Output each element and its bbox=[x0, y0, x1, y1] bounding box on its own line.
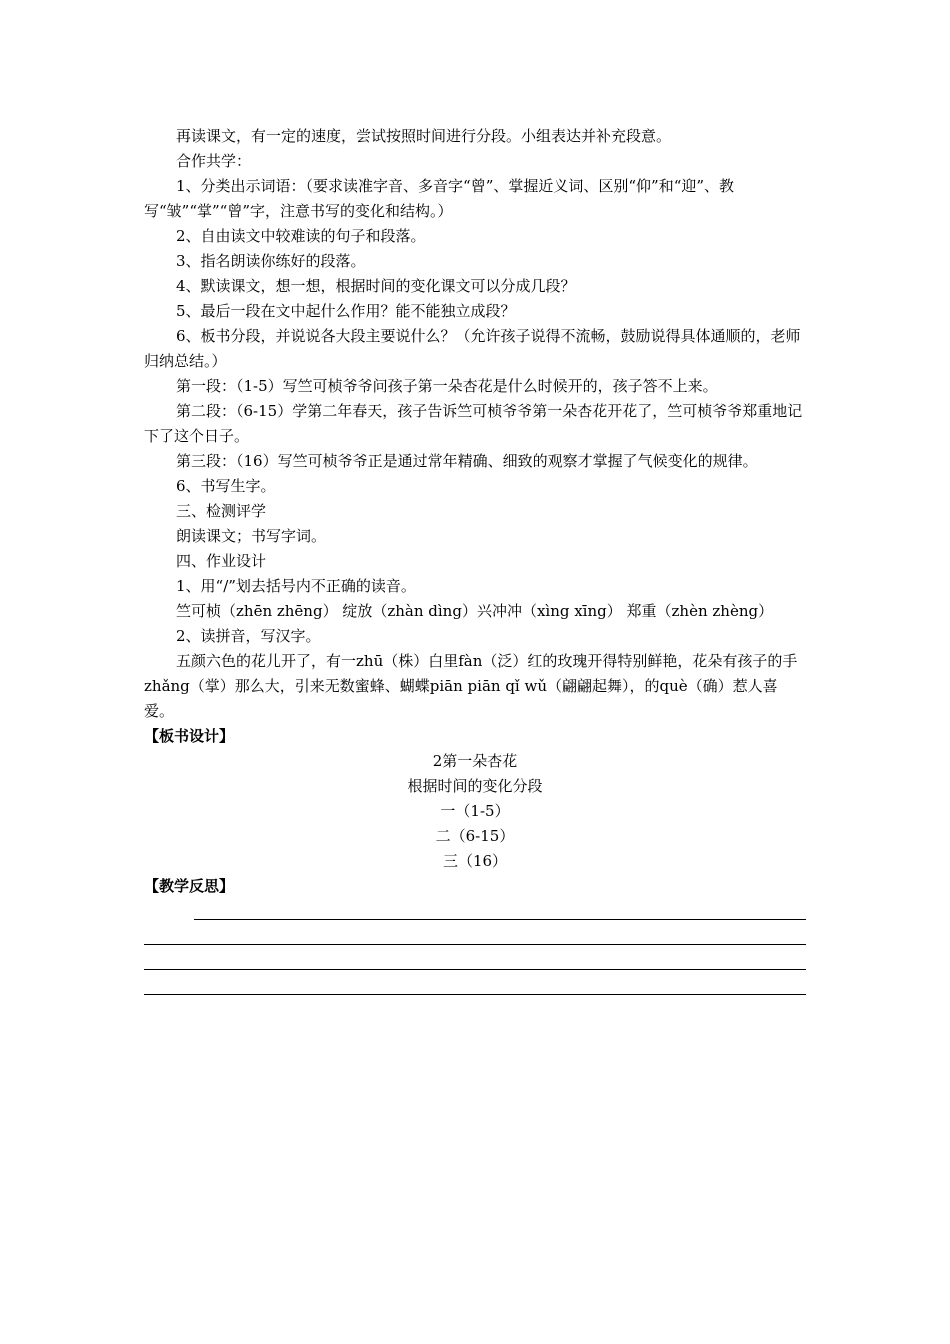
paragraph: 合作共学： bbox=[176, 152, 252, 170]
reflection-heading: 【教学反思】 bbox=[144, 877, 235, 895]
board-item: 二（6-15） bbox=[435, 827, 515, 845]
writing-line bbox=[194, 919, 806, 920]
board-title: 2第一朵杏花 bbox=[432, 752, 518, 770]
paragraph: 3、指名朗读你练好的段落。 bbox=[176, 252, 366, 270]
paragraph: 5、最后一段在文中起什么作用？能不能独立成段？ bbox=[176, 302, 516, 320]
paragraph: 四、作业设计 bbox=[176, 552, 267, 570]
board-subtitle: 根据时间的变化分段 bbox=[407, 777, 543, 795]
reflection-lines bbox=[144, 903, 806, 1003]
paragraph: 再读课文，有一定的速度，尝试按照时间进行分段。小组表达并补充段意。 bbox=[176, 127, 672, 145]
board-item: 一（1-5） bbox=[440, 802, 510, 820]
paragraph: 三、检测评学 bbox=[176, 502, 267, 520]
paragraph: 竺可桢（zhēn zhēng） 绽放（zhàn dìng）兴冲冲（xìng xīng） 郑重（zhèn zhèng） bbox=[176, 602, 774, 620]
document-page bbox=[144, 124, 806, 1003]
paragraph: 朗读课文；书写字词。 bbox=[176, 527, 327, 545]
paragraph: 6、书写生字。 bbox=[176, 477, 276, 495]
paragraph: 4、默读课文，想一想，根据时间的变化课文可以分成几段？ bbox=[176, 277, 576, 295]
writing-line bbox=[144, 994, 806, 995]
board-design-heading: 【板书设计】 bbox=[144, 727, 235, 745]
board-item: 三（16） bbox=[442, 852, 508, 870]
paragraph: 五颜六色的花儿开了，有一zhū（株）白里fàn（泛）红的玫瑰开得特别鲜艳，花朵有孩子的手zhǎng（掌）那么大，引来无数蜜蜂、蝴蝶piān piān qǐ wǔ（翩翩起舞），的què（确）惹人喜爱。 bbox=[144, 652, 798, 720]
writing-line bbox=[144, 969, 806, 970]
board-design bbox=[144, 749, 806, 874]
paragraph: 2、自由读文中较难读的句子和段落。 bbox=[176, 227, 426, 245]
writing-line bbox=[144, 944, 806, 945]
paragraph: 2、读拼音，写汉字。 bbox=[176, 627, 321, 645]
paragraph: 第一段：（1-5）写竺可桢爷爷问孩子第一朵杏花是什么时候开的，孩子答不上来。 bbox=[176, 377, 718, 395]
paragraph: 1、用“/”划去括号内不正确的读音。 bbox=[176, 577, 416, 595]
paragraph: 6、板书分段，并说说各大段主要说什么？（允许孩子说得不流畅，鼓励说得具体通顺的，老师归纳总结。） bbox=[144, 327, 801, 370]
paragraph: 第三段：（16）写竺可桢爷爷正是通过常年精确、细致的观察才掌握了气候变化的规律。 bbox=[176, 452, 758, 470]
paragraph: 1、分类出示词语：（要求读准字音、多音字“曾”、掌握近义词、区别“仰”和“迎”、教写“皱”“掌”“曾”字，注意书写的变化和结构。） bbox=[144, 177, 735, 220]
paragraph: 第二段：（6-15）学第二年春天，孩子告诉竺可桢爷爷第一朵杏花开花了，竺可桢爷爷郑重地记下了这个日子。 bbox=[144, 402, 803, 445]
